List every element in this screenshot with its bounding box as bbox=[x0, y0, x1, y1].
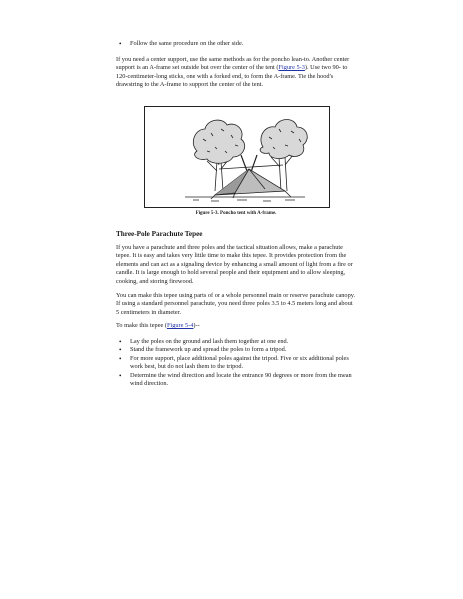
paragraph-tepee-materials: You can make this tepee using parts of or a whole personnel main or reserve parachute canopy. If using a standard personnel parachute, you need three poles 3.5 to 4.5 meters long and about 5 centimeters in diameter. bbox=[116, 292, 356, 316]
figure-5-3-link[interactable]: Figure 5-3 bbox=[278, 64, 305, 72]
section-heading: Three-Pole Parachute Tepee bbox=[116, 230, 203, 238]
figure-caption: Figure 5-3. Poncho tent with A-frame. bbox=[195, 211, 277, 216]
tree-canopy bbox=[260, 120, 307, 159]
tepee-steps-list bbox=[116, 338, 356, 388]
list-item: • Lay the poles on the ground and lash them together at one end. bbox=[116, 338, 356, 346]
paragraph-text: )-- bbox=[193, 322, 200, 329]
paragraph-text: ). Use two 90- to 120-centimeter-long sticks, one with a forked end, to form the A-frame. Tie the hood's drawstring to the A-frame to support the center of the tent. bbox=[116, 64, 348, 89]
paragraph-text: To make this tepee ( bbox=[116, 322, 167, 329]
figure-poncho-tent bbox=[144, 106, 330, 208]
top-bullet-list bbox=[116, 40, 356, 48]
paragraph-text: If you need a center support, use the same methods as for the poncho lean-to. Another center support is an A-frame set outside but over the center of the tent ( bbox=[116, 56, 350, 72]
list-item: • Follow the same procedure on the other side. bbox=[116, 40, 356, 48]
paragraph-tepee-intro: If you have a parachute and three poles and the tactical situation allows, make a parachute tepee. It is easy and takes very little time to make this tepee. It provides protection from the elements and can act as a signaling device by enhancing a small amount of light from a fire or candle. It is large enough to hold several people and their equipment and to allow sleeping, cooking, and storing firewood. bbox=[116, 244, 353, 285]
tree-trunk bbox=[215, 161, 223, 191]
paragraph-tepee-steps-intro bbox=[116, 322, 356, 330]
paragraph-center-support bbox=[116, 56, 354, 90]
tree-trunk bbox=[279, 157, 287, 191]
list-item: • Determine the wind direction and locate the entrance 90 degrees or more from the mean wind direction. bbox=[116, 372, 356, 389]
figure-5-4-link[interactable]: Figure 5-4 bbox=[166, 322, 194, 329]
poncho-tent-illustration bbox=[145, 107, 329, 207]
list-item: • For more support, place additional poles against the tripod. Five or six additional poles work best, but do not lash them to the tripod. bbox=[116, 355, 356, 372]
list-item: • Stand the framework up and spread the poles to form a tripod. bbox=[116, 346, 356, 354]
tree-canopy bbox=[193, 120, 244, 163]
